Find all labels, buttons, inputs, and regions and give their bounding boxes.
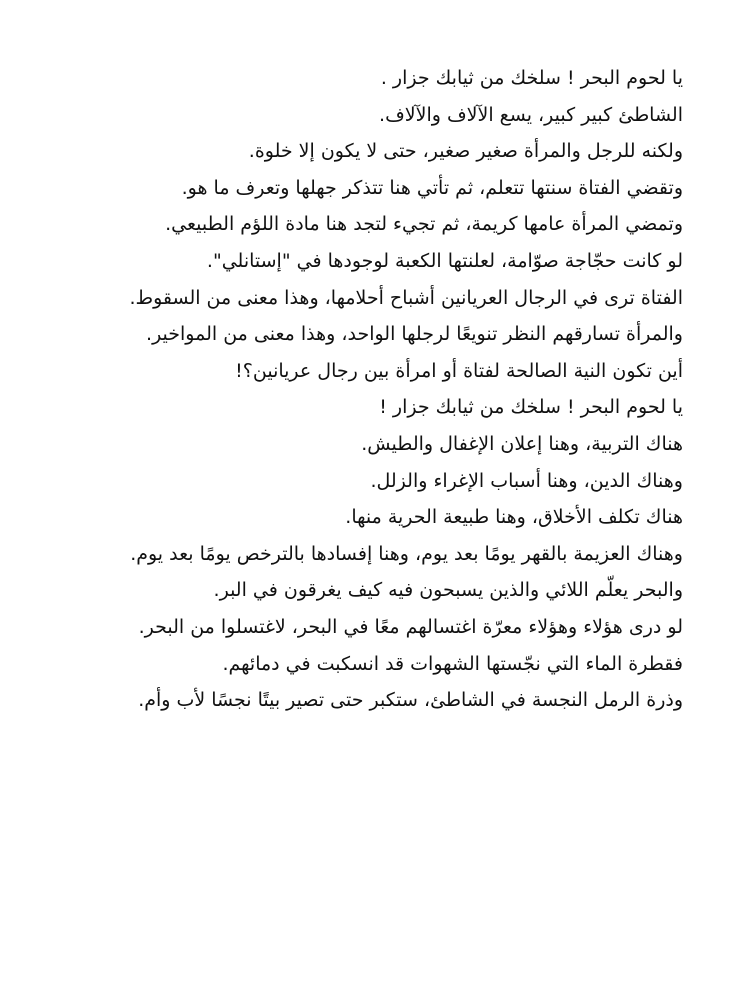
text-line-8: والمرأة تسارقهم النظر تنويعًا لرجلها الواحد، وهذا معنى من المواخير. [146,323,683,346]
text-line-1: يا لحوم البحر ! سلخك من ثيابك جزار . [380,67,683,89]
text-line-9: أين تكون النية الصالحة لفتاة أو امرأة بين رجال عريانين؟! [235,359,683,382]
text-line-17: فقطرة الماء التي نجّستها الشهوات قد انسكبت في دمائهم. [222,652,683,675]
text-line-13: هناك تكلف الأخلاق، وهنا طبيعة الحرية منها. [345,506,683,529]
text-line-6: لو كانت حجّاجة صوّامة، لعلنتها الكعبة لوجودها في "إستانلي". [206,249,683,272]
text-line-3: ولكنه للرجل والمرأة صغير صغير، حتى لا يكون إلا خلوة. [248,140,683,163]
text-line-14: وهناك العزيمة بالقهر يومًا بعد يوم، وهنا إفسادها بالترخص يومًا بعد يوم. [130,542,683,565]
text-line-7: الفتاة ترى في الرجال العريانين أشباح أحلامها، وهذا معنى من السقوط. [129,286,683,309]
text-line-16: لو درى هؤلاء وهؤلاء معرّة اغتسالهم معًا في البحر، لاغتسلوا من البحر. [138,615,683,638]
text-line-10: يا لحوم البحر ! سلخك من ثيابك جزار ! [379,396,683,419]
text-line-5: وتمضي المرأة عامها كريمة، ثم تجيء لتجد هنا مادة اللؤم الطبيعي. [165,213,683,236]
text-line-18: وذرة الرمل النجسة في الشاطئ، ستكبر حتى تصير بيتًا نجسًا لأب وأم. [138,689,683,712]
text-line-4: وتقضي الفتاة سنتها تتعلم، ثم تأتي هنا تتذكر جهلها وتعرف ما هو. [181,176,683,199]
text-line-11: هناك التربية، وهنا إعلان الإغفال والطيش. [361,432,683,455]
poem-text-block [23,60,683,719]
text-line-2: الشاطئ كبير كبير، يسع الآلاف والآلاف. [379,103,683,126]
text-line-15: والبحر يعلّم اللائي والذين يسبحون فيه كيف يغرقون في البر. [213,579,683,602]
text-line-12: وهناك الدين، وهنا أسباب الإغراء والزلل. [370,469,683,492]
